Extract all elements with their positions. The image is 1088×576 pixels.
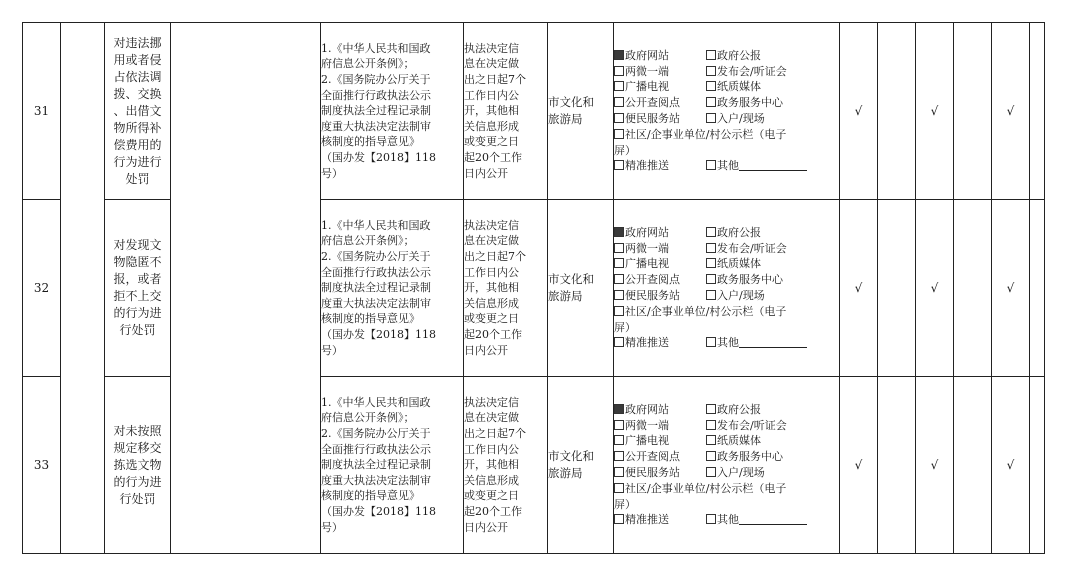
channel-line: [614, 158, 839, 174]
text-line: 偿费用的: [113, 137, 162, 152]
channel-label: 广播电视: [625, 434, 669, 448]
text-line: 出之日起7个: [464, 250, 526, 264]
text-line: 息在决定做: [464, 411, 519, 425]
item-name: [105, 23, 171, 200]
channel-line: [614, 127, 839, 143]
checkbox-icon[interactable]: [614, 483, 624, 493]
check-cell: √: [916, 377, 954, 554]
checkbox-icon[interactable]: [614, 435, 624, 445]
channel-option[interactable]: [706, 226, 761, 239]
text-line: 1.《中华人民共和国政: [321, 41, 431, 55]
check-cell: √: [840, 200, 878, 377]
checkbox-icon[interactable]: [614, 50, 624, 60]
text-line: 行处罚: [119, 491, 156, 506]
channel-option[interactable]: [706, 466, 765, 479]
checkbox-icon[interactable]: [706, 160, 716, 170]
text-line: 府信息公开条例》；: [321, 57, 415, 71]
channel-label: 发布会/听证会: [717, 418, 787, 432]
text-line: 制度执法全过程记录制: [321, 104, 431, 118]
channel-line: [614, 512, 839, 528]
row-number: 33: [23, 377, 61, 554]
channel-label: 政务服务中心: [717, 273, 783, 287]
checkbox-icon[interactable]: [706, 514, 716, 524]
row-number: 32: [23, 200, 61, 377]
check-cell: √: [992, 23, 1030, 200]
channel-option[interactable]: [614, 335, 706, 351]
channel-label: 社区/企事业单位/村公示栏（电子: [625, 304, 787, 318]
channel-line: [614, 288, 839, 304]
channel-label: 发布会/听证会: [717, 241, 787, 255]
check-cell: [878, 377, 916, 554]
text-line: 开，其他相: [464, 281, 519, 295]
checkbox-icon[interactable]: [614, 337, 624, 347]
checkbox-icon[interactable]: [614, 243, 624, 253]
text-line: 日内公开: [464, 166, 508, 180]
channel-option[interactable]: [706, 96, 783, 109]
channel-option[interactable]: [614, 418, 706, 434]
check-cell: [954, 23, 992, 200]
text-line: 府信息公开条例》；: [321, 234, 415, 248]
channel-option[interactable]: [706, 336, 807, 349]
text-line: （国办发【2018】118: [321, 327, 436, 341]
channel-option[interactable]: [614, 241, 706, 257]
check-cell: [954, 377, 992, 554]
text-line: 全面推行行政执法公示: [321, 88, 431, 102]
text-line: 起20个工作: [464, 327, 522, 341]
checkbox-icon[interactable]: [706, 435, 716, 445]
channel-option[interactable]: [614, 402, 706, 418]
text-line: 旅游局: [548, 112, 583, 126]
checkbox-icon[interactable]: [706, 97, 716, 107]
text-line: 行处罚: [119, 323, 156, 337]
text-line: 关信息形成: [464, 296, 519, 310]
channel-option[interactable]: [706, 419, 787, 432]
checkbox-icon[interactable]: [706, 290, 716, 300]
text-line: 的行为进: [113, 306, 162, 320]
channel-line: [614, 64, 839, 80]
channel-label: 政府网站: [625, 225, 669, 239]
channel-label: 入户/现场: [717, 289, 765, 302]
text-line: 拒不上交: [113, 289, 162, 303]
channel-option[interactable]: [706, 434, 761, 447]
channel-option[interactable]: [706, 257, 761, 270]
checkbox-icon[interactable]: [706, 467, 716, 477]
channel-option[interactable]: [706, 289, 765, 302]
text-line: 处罚: [125, 171, 150, 186]
channel-label: 社区/企事业单位/村公示栏（电子: [625, 481, 787, 495]
checkbox-icon[interactable]: [706, 113, 716, 123]
channel-line: 屏）: [614, 320, 636, 334]
content-cell: [171, 23, 321, 554]
channel-label: 便民服务站: [625, 112, 680, 125]
channel-label: 社区/企事业单位/村公示栏（电子: [625, 127, 787, 141]
text-line: 度重大执法决定法制审: [321, 296, 431, 310]
text-line: 日内公开: [464, 520, 508, 534]
text-line: 号）: [321, 520, 343, 534]
blank-line: [739, 336, 807, 348]
check-cell: √: [840, 377, 878, 554]
item-name: [105, 200, 171, 377]
text-line: 府信息公开条例》；: [321, 411, 415, 425]
channel-label: 纸质媒体: [717, 434, 761, 448]
text-line: 执法决定信: [464, 218, 519, 232]
text-line: 、出借文: [113, 103, 162, 118]
disclosure-time: [464, 23, 548, 200]
channel-option[interactable]: [706, 112, 765, 125]
channel-label: 公开查阅点: [625, 273, 680, 287]
checkbox-icon[interactable]: [614, 81, 624, 91]
channel-label: 其他: [717, 336, 739, 350]
check-cell: √: [992, 200, 1030, 377]
channel-line: [614, 256, 839, 272]
channel-option[interactable]: [706, 403, 761, 416]
text-line: 核制度的指导意见》: [321, 135, 420, 149]
text-line: 起20个工作: [464, 150, 522, 164]
channel-line: [614, 481, 839, 497]
checkbox-icon[interactable]: [614, 129, 624, 139]
checkbox-icon[interactable]: [614, 227, 624, 237]
item-name: [105, 377, 171, 554]
checkbox-icon[interactable]: [614, 290, 624, 300]
channel-label: 政府公报: [717, 402, 761, 416]
check-cell: √: [916, 200, 954, 377]
disclosure-table: [22, 22, 1045, 554]
checkbox-icon[interactable]: [614, 514, 624, 524]
channel-label: 政府网站: [625, 402, 669, 416]
channel-line: [614, 95, 839, 111]
channel-option[interactable]: [614, 449, 706, 465]
channel-option[interactable]: [614, 64, 706, 80]
channel-option[interactable]: [706, 49, 761, 62]
checkbox-icon[interactable]: [614, 160, 624, 170]
text-line: 拨、交换: [113, 86, 162, 101]
text-line: 执法决定信: [464, 41, 519, 55]
legal-basis: [321, 200, 464, 377]
channel-label: 广播电视: [625, 257, 669, 271]
text-line: 旅游局: [548, 466, 583, 480]
channel-option[interactable]: [706, 242, 787, 255]
checkbox-icon[interactable]: [706, 243, 716, 253]
checkbox-icon[interactable]: [706, 274, 716, 284]
check-cell: [878, 200, 916, 377]
checkbox-icon[interactable]: [706, 227, 716, 237]
text-line: 出之日起7个: [464, 427, 526, 441]
text-line: 全面推行行政执法公示: [321, 265, 431, 279]
disclosure-channels: [614, 200, 840, 377]
disclosure-time: [464, 200, 548, 377]
channel-line: [614, 465, 839, 481]
channel-label: 精准推送: [625, 513, 669, 527]
text-line: 1.《中华人民共和国政: [321, 395, 431, 409]
responsible-department: [548, 377, 614, 554]
check-cell: [1030, 23, 1045, 200]
responsible-department: [548, 23, 614, 200]
channel-line: [614, 433, 839, 449]
channel-option[interactable]: [614, 95, 706, 111]
text-line: 或变更之日: [464, 312, 519, 326]
channel-label: 两微一端: [625, 418, 669, 432]
text-line: 关信息形成: [464, 119, 519, 133]
channel-option[interactable]: [614, 158, 706, 174]
text-line: 报，或者: [113, 272, 162, 286]
channel-label: 精准推送: [625, 336, 669, 350]
check-cell: √: [992, 377, 1030, 554]
text-line: 关信息形成: [464, 473, 519, 487]
checkbox-icon[interactable]: [614, 97, 624, 107]
checkbox-icon[interactable]: [614, 404, 624, 414]
channel-label: 政府公报: [717, 48, 761, 62]
text-line: （国办发【2018】118: [321, 504, 436, 518]
channel-line: 屏）: [614, 143, 636, 157]
text-line: 或变更之日: [464, 489, 519, 503]
checkbox-icon[interactable]: [706, 420, 716, 430]
text-line: 占依法调: [113, 69, 162, 84]
channel-line: [614, 48, 839, 64]
check-cell: √: [840, 23, 878, 200]
channel-line: [614, 304, 839, 320]
channel-label: 两微一端: [625, 241, 669, 255]
text-line: 1.《中华人民共和国政: [321, 218, 431, 232]
responsible-department: [548, 200, 614, 377]
channel-label: 纸质媒体: [717, 80, 761, 94]
text-line: 用或者侵: [113, 52, 162, 67]
channel-label: 政府网站: [625, 48, 669, 62]
text-line: 2.《国务院办公厅关于: [321, 250, 431, 264]
text-line: 的行为进: [113, 474, 162, 489]
channel-label: 入户/现场: [717, 112, 765, 125]
text-line: 度重大执法决定法制审: [321, 119, 431, 133]
text-line: 市文化和: [548, 95, 594, 109]
check-cell: [878, 23, 916, 200]
text-line: 对发现文: [113, 238, 162, 252]
text-line: 拣选文物: [113, 457, 162, 472]
text-line: 对未按照: [113, 423, 162, 438]
channel-label: 两微一端: [625, 64, 669, 78]
table-row: [23, 23, 1045, 200]
text-line: 旅游局: [548, 289, 583, 303]
text-line: （国办发【2018】118: [321, 150, 436, 164]
channel-line: [614, 79, 839, 95]
channel-label: 其他: [717, 159, 739, 173]
channel-line: [614, 225, 839, 241]
channel-label: 政务服务中心: [717, 450, 783, 464]
checkbox-icon[interactable]: [614, 306, 624, 316]
channel-option[interactable]: [614, 272, 706, 288]
checkbox-icon[interactable]: [706, 337, 716, 347]
blank-line: [739, 513, 807, 525]
text-line: 物隐匿不: [113, 255, 162, 269]
checkbox-icon[interactable]: [706, 451, 716, 461]
channel-label: 入户/现场: [717, 466, 765, 479]
text-line: 2.《国务院办公厅关于: [321, 427, 431, 441]
text-line: 号）: [321, 343, 343, 357]
text-line: 2.《国务院办公厅关于: [321, 73, 431, 87]
channel-option[interactable]: [706, 450, 783, 463]
channel-line: [614, 111, 839, 127]
text-line: 工作日内公: [464, 265, 519, 279]
legal-basis: [321, 377, 464, 554]
category-cell: [61, 23, 105, 554]
channel-line: [614, 272, 839, 288]
checkbox-icon[interactable]: [706, 258, 716, 268]
text-line: 工作日内公: [464, 442, 519, 456]
text-line: 市文化和: [548, 449, 594, 463]
channel-option[interactable]: [614, 111, 706, 127]
channel-option[interactable]: [706, 65, 787, 78]
channel-label: 纸质媒体: [717, 257, 761, 271]
text-line: 息在决定做: [464, 57, 519, 71]
channel-label: 公开查阅点: [625, 96, 680, 110]
disclosure-time: [464, 377, 548, 554]
text-line: 制度执法全过程记录制: [321, 458, 431, 472]
channel-label: 政务服务中心: [717, 96, 783, 110]
text-line: 工作日内公: [464, 88, 519, 102]
checkbox-icon[interactable]: [614, 420, 624, 430]
channel-label: 政府公报: [717, 225, 761, 239]
channel-label: 发布会/听证会: [717, 64, 787, 78]
blank-line: [739, 159, 807, 171]
text-line: 执法决定信: [464, 395, 519, 409]
disclosure-channels: [614, 23, 840, 200]
channel-line: [614, 241, 839, 257]
row-number: 31: [23, 23, 61, 200]
text-line: 核制度的指导意见》: [321, 489, 420, 503]
text-line: 物所得补: [113, 120, 162, 135]
text-line: 息在决定做: [464, 234, 519, 248]
channel-line: [614, 418, 839, 434]
channel-option[interactable]: [614, 288, 706, 304]
checkbox-icon[interactable]: [614, 274, 624, 284]
text-line: 出之日起7个: [464, 73, 526, 87]
checkbox-icon[interactable]: [706, 404, 716, 414]
check-cell: [1030, 377, 1045, 554]
text-line: 号）: [321, 166, 343, 180]
check-cell: √: [916, 23, 954, 200]
text-line: 全面推行行政执法公示: [321, 442, 431, 456]
text-line: 日内公开: [464, 343, 508, 357]
channel-option[interactable]: [706, 80, 761, 93]
checkbox-icon[interactable]: [706, 81, 716, 91]
channel-option[interactable]: [614, 225, 706, 241]
channel-option[interactable]: [706, 273, 783, 286]
channel-label: 公开查阅点: [625, 450, 680, 464]
text-line: 开，其他相: [464, 458, 519, 472]
text-line: 对违法挪: [113, 35, 162, 50]
channel-option[interactable]: [706, 159, 807, 172]
legal-basis: [321, 23, 464, 200]
channel-label: 便民服务站: [625, 466, 680, 479]
text-line: 或变更之日: [464, 135, 519, 149]
checkbox-icon[interactable]: [614, 467, 624, 477]
channel-option[interactable]: [614, 48, 706, 64]
channel-option[interactable]: [614, 465, 706, 481]
channel-option[interactable]: [614, 433, 706, 449]
checkbox-icon[interactable]: [614, 66, 624, 76]
checkbox-icon[interactable]: [614, 258, 624, 268]
channel-option[interactable]: [614, 79, 706, 95]
check-cell: [1030, 200, 1045, 377]
checkbox-icon[interactable]: [706, 50, 716, 60]
checkbox-icon[interactable]: [706, 66, 716, 76]
check-cell: [954, 200, 992, 377]
channel-label: 便民服务站: [625, 289, 680, 302]
text-line: 起20个工作: [464, 504, 522, 518]
channel-label: 精准推送: [625, 159, 669, 173]
channel-label: 其他: [717, 513, 739, 527]
text-line: 规定移交: [113, 440, 162, 455]
channel-line: 屏）: [614, 497, 636, 511]
text-line: 度重大执法决定法制审: [321, 473, 431, 487]
text-line: 开，其他相: [464, 104, 519, 118]
text-line: 制度执法全过程记录制: [321, 281, 431, 295]
channel-option[interactable]: [614, 512, 706, 528]
channel-option[interactable]: [614, 256, 706, 272]
disclosure-channels: [614, 377, 840, 554]
channel-option[interactable]: [706, 513, 807, 526]
channel-label: 广播电视: [625, 80, 669, 94]
text-line: 行为进行: [113, 154, 162, 169]
text-line: 核制度的指导意见》: [321, 312, 420, 326]
channel-line: [614, 402, 839, 418]
text-line: 市文化和: [548, 272, 594, 286]
checkbox-icon[interactable]: [614, 113, 624, 123]
channel-line: [614, 449, 839, 465]
checkbox-icon[interactable]: [614, 451, 624, 461]
channel-line: [614, 335, 839, 351]
